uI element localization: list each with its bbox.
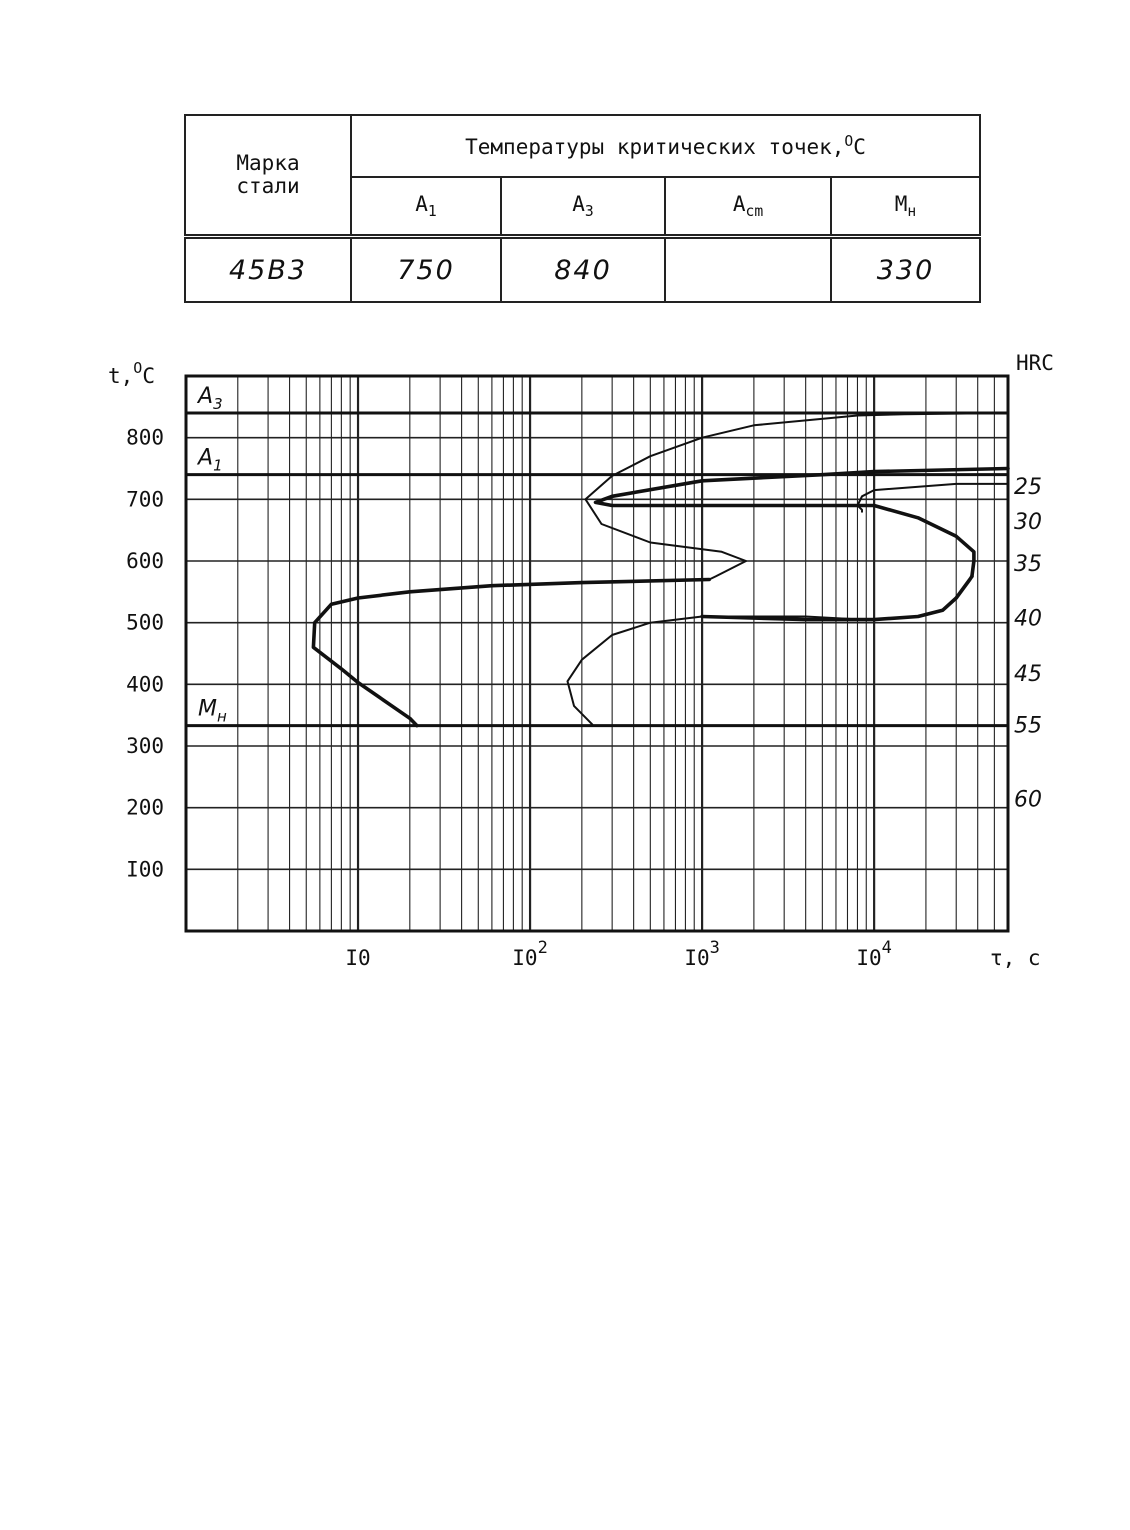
x-tick-label: $I0^2$ [512, 938, 548, 970]
y-tick-label: 300 [126, 734, 164, 758]
y-tick-label: 600 [126, 549, 164, 573]
axis-labels [126, 426, 1042, 970]
hrc-label: 40 [1014, 606, 1042, 632]
hrc-axis-label: HRC [1016, 351, 1054, 375]
grid [186, 376, 1008, 931]
reference-line-label: $A_3$ [198, 384, 223, 413]
col-mn: $M_н$ [831, 177, 980, 237]
plot-frame [186, 376, 1008, 931]
x-tick-label: $I0^3$ [684, 938, 720, 970]
x-tick-label: $I0^4$ [856, 938, 892, 970]
x-tick-label: I0 [345, 946, 371, 970]
x-axis-label: τ, с [990, 946, 1041, 970]
transformation-curve-thick [874, 576, 972, 619]
reference-lines [186, 384, 1008, 726]
reference-line-label: $A_1$ [198, 445, 223, 475]
reference-line-label: $M_н$ [198, 696, 227, 726]
y-tick-label: I00 [126, 857, 164, 882]
hrc-label: 25 [1014, 474, 1042, 500]
col-a1: $A_1$ [351, 177, 501, 237]
y-axis-label: t,$^O$C [108, 359, 155, 388]
y-tick-label: 800 [126, 425, 164, 450]
y-tick-label: 700 [126, 487, 164, 512]
hrc-label: 55 [1014, 713, 1042, 739]
y-tick-label: 400 [126, 672, 164, 697]
group-unit-letter: C [853, 135, 866, 159]
group-unit-degree: O [844, 133, 854, 150]
hrc-label: 30 [1014, 509, 1042, 535]
grade-header: Марка стали [236, 150, 300, 198]
grade-value: 45В3 [185, 237, 351, 303]
a1-value: 750 [351, 237, 501, 303]
hrc-label: 60 [1014, 787, 1042, 813]
y-tick-label: 200 [126, 795, 164, 820]
hrc-label: 45 [1014, 662, 1042, 688]
a3-value: 840 [501, 237, 665, 303]
hrc-label: 35 [1014, 551, 1042, 577]
col-a3: $A_3$ [501, 177, 665, 237]
col-acm: $A_{cm}$ [665, 177, 831, 237]
transformation-curves [313, 413, 1008, 726]
mn-value: 330 [831, 237, 980, 303]
group-header: Температуры критических точек, [465, 135, 845, 159]
y-tick-label: 500 [126, 610, 164, 635]
